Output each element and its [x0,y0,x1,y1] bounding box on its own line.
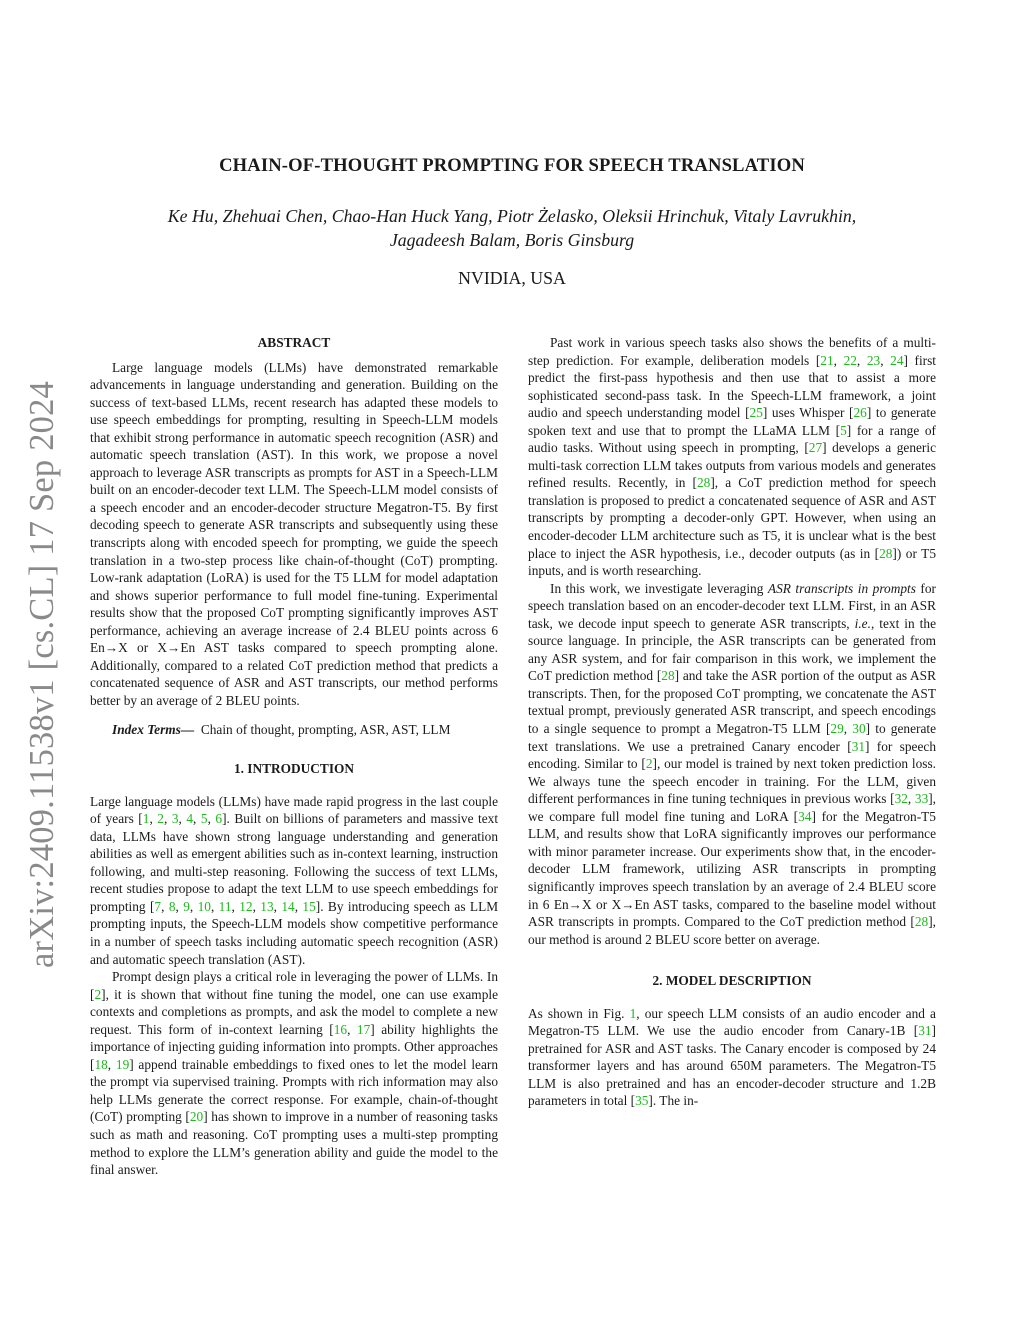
citation-link[interactable]: 34 [798,808,812,824]
citation-link[interactable]: 1 [142,811,150,827]
citation-link[interactable]: 32 [894,791,908,807]
citation-link[interactable]: 6 [215,811,223,827]
authors-line-1: Ke Hu, Zhehuai Chen, Chao-Han Huck Yang, Piotr Żelasko, Oleksii Hrinchuk, Vitaly Lavrukhin, [167,206,857,226]
citation-link[interactable]: 26 [853,405,867,421]
index-terms-text: Chain of thought, prompting, ASR, AST, LLM [200,722,451,738]
citation-link[interactable]: 30 [852,721,866,737]
citation-link[interactable]: 28 [661,668,675,684]
citation-link[interactable]: 8 [168,898,176,914]
index-terms [90,721,498,739]
citation-link[interactable]: 23 [866,352,881,368]
citation-link[interactable]: 10 [197,898,211,914]
intro-paragraph-1: Large language models (LLMs) have made rapid progress in the last couple of years [1, 2, 3, 4, 5, 6]. Built on billions of parameters and massive text data, LLMs have shown strong language understanding and generation abilities as well as emergent abilities such as in-context learning, instruction following, and multi-step reasoning. Following the success of text LLMs, recent studies propose to adapt the text LLM to use speech embeddings for prompting [7, 8, 9, 10, 11, 12, 13, 14, 15]. By introducing speech as LLM prompting inputs, the Speech-LLM models show competitive performance in a number of speech tasks including automatic speech recognition (ASR) and automatic speech translation (AST). [90,793,499,967]
author-list [0,204,1024,252]
citation-link[interactable]: 33 [914,791,929,807]
intro-paragraph-4: In this work, we investigate leveraging ASR transcripts in prompts for speech translation based on an encoder-decoder text LLM. First, in an ASR task, we decode input speech to generate ASR transcripts, i.e., text in the source language. In principle, the ASR transcripts can be generated from any ASR system, and for fair comparison in this work, we implement the CoT prediction method [28] and take the ASR portion of the output as ASR transcripts. Then, for the proposed CoT prompting, we concatenate the AST textual prompt, previously generated ASR transcript, and speech encodings to a single sequence to prompt a Megatron-T5 LLM [29, 30] to generate text translations. We use a pretrained Canary encoder [31] for speech encoding. Similar to [2], our model is trained by next token prediction loss. We always tune the speech encoder in training. For the LLM, given different performances in fine tuning techniques in previous works [32, 33], we compare full model fine tuning and LoRA [34] for the Megatron-T5 LLM, and results show that LoRA significantly improves our performance with minor parameter increase. Our experiments show that, in the encoder-decoder LLM framework, utilizing ASR transcripts in prompting significantly improves speech translation by an average of 2.4 BLEU score in 6 En→X or X→En AST tasks, compared to the baseline model without ASR transcripts in prompts. Compared to the CoT prediction method [28], our method is around 2 BLEU score better on average. [528,580,937,947]
right-column [528,334,936,1110]
intro-paragraph-3: Past work in various speech tasks also shows the benefits of a multi-step prediction. For example, deliberation models [21, 22, 23, 24] first predict the first-pass hypothesis and then use that to assist a more sophisticated second-pass task. In the Speech-LLM framework, a joint audio and speech understanding model [25] uses Whisper [26] to generate spoken text and use that to prompt the LLaMA LLM [5] for a range of audio tasks. Without using speech in prompting, [27] develops a generic multi-task correction LLM takes outputs from various models and generates refined results. Recently, in [28], a CoT prediction method for speech translation is proposed to predict a concatenated sequence of ASR and AST transcripts by prompting a decoder-only GPT. However, when using an encoder-decoder LLM architecture such as T5, it is unclear what is the best place to inject the ASR hypothesis, i.e., decoder outputs (as in [28]) or T5 inputs, and is worth researching. [528,335,937,579]
affiliation: NVIDIA, USA [458,268,566,288]
citation-link[interactable]: 18 [94,1056,108,1072]
citation-link[interactable]: 20 [189,1109,204,1125]
citation-link[interactable]: 35 [635,1093,649,1109]
authors-line-2: Jagadeesh Balam, Boris Ginsburg [389,230,635,250]
citation-link[interactable]: 12 [239,898,253,914]
citation-link[interactable]: 5 [840,422,847,438]
citation-link[interactable]: 21 [820,352,834,368]
citation-link[interactable]: 13 [260,898,274,914]
citation-link[interactable]: 2 [94,986,102,1002]
citation-link[interactable]: 9 [183,898,190,914]
citation-link[interactable]: 15 [302,898,316,914]
citation-link[interactable]: 16 [333,1021,348,1037]
citation-link[interactable]: 4 [186,811,194,827]
citation-link[interactable]: 2 [157,811,164,827]
abstract-heading: ABSTRACT [257,335,331,350]
citation-link[interactable]: 28 [914,914,929,930]
introduction-heading: 1. INTRODUCTION [233,761,355,777]
citation-link[interactable]: 7 [154,898,162,914]
citation-link[interactable]: 11 [218,898,232,914]
citation-link[interactable]: 28 [697,475,711,491]
citation-link[interactable]: 25 [749,405,763,421]
citation-link[interactable]: 27 [808,440,823,456]
figure-link[interactable]: 1 [629,1005,637,1021]
citation-link[interactable]: 28 [879,545,893,561]
citation-link[interactable]: 31 [918,1023,932,1039]
model-paragraph-1: As shown in Fig. 1, our speech LLM consists of an audio encoder and a Megatron-T5 LLM. We use the audio encoder from Canary-1B [31] pretrained for ASR and AST tasks. The Canary encoder is composed by 24 transformer layers and has around 650M parameters. The Megatron-T5 LLM is also pretrained and has an encoder-decoder structure and 1.2B parameters in total [35]. The in- [528,1005,936,1109]
index-terms-label: Index Terms— [112,722,195,738]
citation-link[interactable]: 24 [890,352,904,368]
citation-link[interactable]: 14 [281,898,295,914]
citation-link[interactable]: 19 [115,1056,130,1072]
citation-link[interactable]: 5 [200,811,208,827]
intro-paragraph-2: Prompt design plays a critical role in leveraging the power of LLMs. In [2], it is shown that without fine tuning the model, one can use example contexts and completions as prompts, and ask the model to complete a new request. This form of in-context learning [16, 17] ability highlights the importance of injecting guiding information into prompts. Other approaches [18, 19] append trainable embeddings to fixed ones to let the model learn the prompt via supervised training. Prompts with rich information may also help LLMs generate the correct response. For example, chain-of-thought (CoT) prompting [20] has shown to improve in a number of reasoning tasks such as math and reasoning. CoT prompting uses a multi-step prompting method to explore the LLM’s generation ability and guide the model to the final answer. [90,969,498,1178]
citation-link[interactable]: 2 [645,756,653,772]
citation-link[interactable]: 22 [843,352,857,368]
citation-link[interactable]: 3 [171,811,179,827]
left-column [90,334,498,1179]
abstract-text: Large language models (LLMs) have demonstrated remarkable advancements in language understanding and generation. Building on the success of text-based LLMs, recent research has adapted these models to use speech embeddings for prompting, resulting in Speech-LLM models that exhibit strong performance in automatic speech recognition (ASR) and automatic speech translation (AST). In this work, we propose a novel approach to leverage ASR transcripts as prompts for AST in a Speech-LLM built on an encoder-decoder text LLM. The Speech-LLM model consists of a speech encoder and an encoder-decoder structure Megatron-T5. By first decoding speech to generate ASR transcripts and subsequently using these transcripts along with encoded speech for prompting, we guide the speech translation in a two-step process like chain-of-thought (CoT) prompting. Low-rank adaptation (LoRA) is used for the T5 LLM for model adaptation and shows superior performance to full model fine-tuning. Experimental results show that the proposed CoT prompting significantly improves AST performance, achieving an average increase of 2.4 BLEU points across 6 En→X or X→En AST tasks compared to speech prompting alone. Additionally, compared to a related CoT prediction method that predicts a concatenated sequence of ASR and AST transcripts, our method performs better by an average of 2 BLEU points. [90,359,498,708]
citation-link[interactable]: 31 [851,738,866,754]
arxiv-watermark: arXiv:2409.11538v1 [cs.CL] 17 Sep 2024 [23,380,61,968]
citation-link[interactable]: 29 [830,721,844,737]
paper-title: CHAIN-OF-THOUGHT PROMPTING FOR SPEECH TRANSLATION [219,155,805,176]
citation-link[interactable]: 17 [356,1021,371,1037]
model-description-heading: 2. MODEL DESCRIPTION [652,973,812,989]
